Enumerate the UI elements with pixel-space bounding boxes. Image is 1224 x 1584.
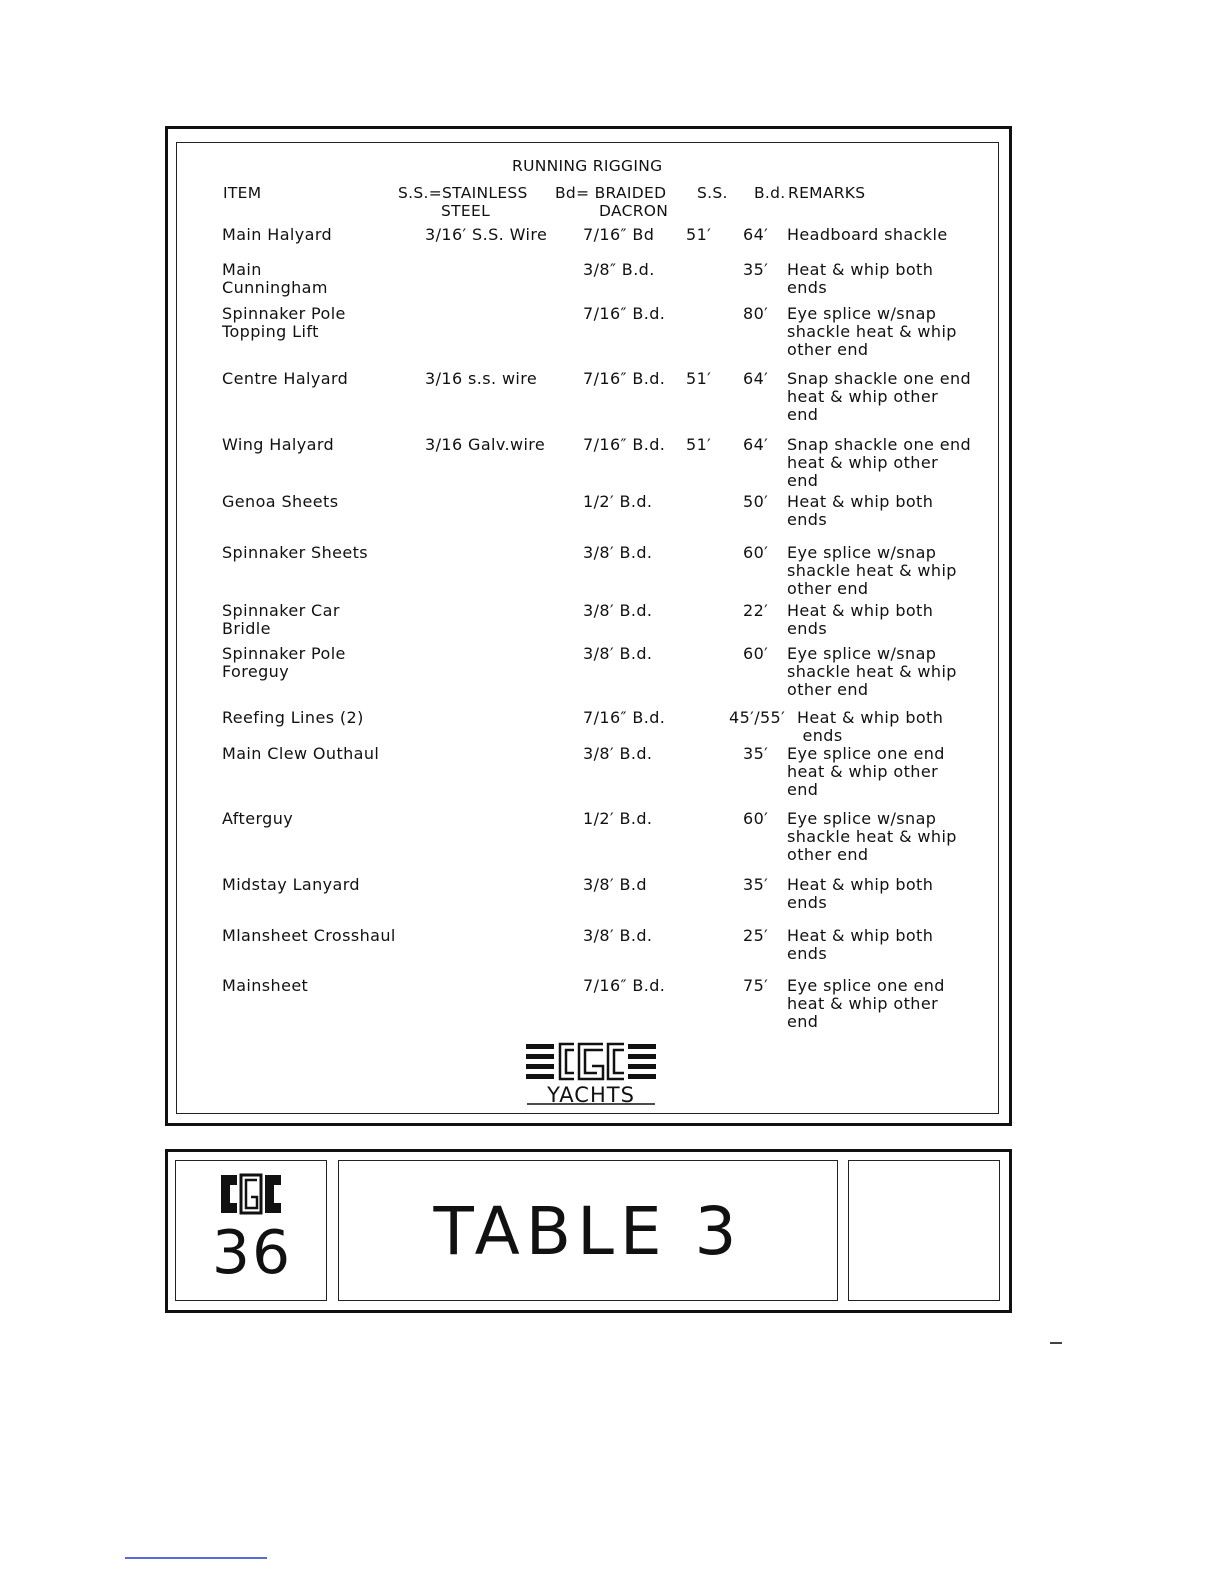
header-item: ITEM [223, 184, 262, 202]
scan-artifact-line [125, 1557, 267, 1559]
cell-remarks: Eye splice w/snap shackle heat & whip other end [787, 543, 957, 598]
cell-bd-length: 80′ [743, 304, 769, 323]
cell-bd-length: 64′ [743, 225, 769, 244]
cell-item: Spinnaker Sheets [222, 543, 369, 562]
header-stainless-line2: STEEL [441, 202, 491, 220]
cell-rope: 7/16″ B.d. [583, 435, 666, 454]
cell-item: Mlansheet Crosshaul [222, 926, 396, 945]
cell-bd-length: 60′ [743, 809, 769, 828]
cell-remarks: Eye splice w/snap shackle heat & whip other end [787, 644, 957, 699]
cell-rope: 1/2′ B.d. [583, 492, 653, 511]
cell-item: Afterguy [222, 809, 294, 828]
cell-item: Centre Halyard [222, 369, 349, 388]
cell-rope: 3/8′ B.d [583, 875, 647, 894]
cell-rope: 7/16″ B.d. [583, 976, 666, 995]
header-stainless: S.S.=STAINLESS [398, 184, 528, 202]
page-title: RUNNING RIGGING [512, 157, 663, 175]
cell-ss-length: 51′ [686, 369, 712, 388]
cell-bd-length: 75′ [743, 976, 769, 995]
cell-bd-length: 22′ [743, 601, 769, 620]
scan-artifact-mark [1050, 1342, 1062, 1344]
cell-item: Midstay Lanyard [222, 875, 360, 894]
cell-remarks: Heat & whip both ends [787, 601, 934, 638]
cell-bd-length: 60′ [743, 543, 769, 562]
header-braided: Bd= BRAIDED [555, 184, 667, 202]
cell-item: Wing Halyard [222, 435, 335, 454]
cell-wire: 3/16′ S.S. Wire [425, 225, 548, 244]
blank-cell [848, 1160, 1000, 1301]
cell-rope: 1/2′ B.d. [583, 809, 653, 828]
cell-item: Spinnaker Car Bridle [222, 601, 340, 638]
cell-ss-length: 51′ [686, 435, 712, 454]
cell-rope: 3/8′ B.d. [583, 744, 653, 763]
cell-item: Spinnaker Pole Foreguy [222, 644, 346, 681]
cc-yachts-logo [524, 1040, 658, 1106]
cell-bd-length: 50′ [743, 492, 769, 511]
cell-item: Main Clew Outhaul [222, 744, 380, 763]
cell-rope: 7/16″ B.d. [583, 708, 666, 727]
cell-rope: 7/16″ Bd [583, 225, 655, 244]
cell-rope: 7/16″ B.d. [583, 369, 666, 388]
cell-item: Main Halyard [222, 225, 333, 244]
model-number: 36 [211, 1218, 293, 1288]
cell-item: Spinnaker Pole Topping Lift [222, 304, 346, 341]
cell-bd-length: 64′ [743, 369, 769, 388]
header-bd-length: B.d. [754, 184, 786, 202]
cell-remarks: Heat & whip both ends [787, 492, 934, 529]
header-remarks: REMARKS [788, 184, 866, 202]
cell-bd-length: 60′ [743, 644, 769, 663]
cell-ss-length: 51′ [686, 225, 712, 244]
cell-remarks: Eye splice one end heat & whip other end [787, 744, 945, 799]
cell-bd-length: 35′ [743, 744, 769, 763]
cell-bd-length: 35′ [743, 875, 769, 894]
cell-remarks: Eye splice w/snap shackle heat & whip other end [787, 809, 957, 864]
table-label: TABLE 3 [433, 1193, 743, 1270]
cell-wire: 3/16 Galv.wire [425, 435, 546, 454]
logo-caption: YACHTS [547, 1083, 635, 1106]
cell-item: Reefing Lines (2) [222, 708, 364, 727]
cell-bd-length: 64′ [743, 435, 769, 454]
cell-remarks: Heat & whip both ends [797, 708, 944, 745]
header-ss-length: S.S. [697, 184, 728, 202]
cell-remarks: Heat & whip both ends [787, 875, 934, 912]
cell-rope: 3/8′ B.d. [583, 926, 653, 945]
cell-rope: 3/8′ B.d. [583, 644, 653, 663]
cell-remarks: Snap shackle one end heat & whip other end [787, 435, 972, 490]
header-braided-line2: DACRON [599, 202, 669, 220]
cell-item: Main Cunningham [222, 260, 328, 297]
cell-remarks: Snap shackle one end heat & whip other end [787, 369, 972, 424]
cell-remarks: Heat & whip both ends [787, 260, 934, 297]
cell-item: Genoa Sheets [222, 492, 339, 511]
cell-remarks: Eye splice one end heat & whip other end [787, 976, 945, 1031]
cell-bd-length: 25′ [743, 926, 769, 945]
cc-model-logo [219, 1173, 283, 1215]
cell-rope: 3/8′ B.d. [583, 601, 653, 620]
cell-remarks: Headboard shackle [787, 225, 948, 244]
cell-remarks: Eye splice w/snap shackle heat & whip other end [787, 304, 957, 359]
cell-bd-length: 45′/55′ [729, 708, 786, 727]
cell-rope: 3/8′ B.d. [583, 543, 653, 562]
cell-rope: 7/16″ B.d. [583, 304, 666, 323]
cell-item: Mainsheet [222, 976, 309, 995]
cell-rope: 3/8″ B.d. [583, 260, 655, 279]
cell-wire: 3/16 s.s. wire [425, 369, 538, 388]
cell-remarks: Heat & whip both ends [787, 926, 934, 963]
cell-bd-length: 35′ [743, 260, 769, 279]
